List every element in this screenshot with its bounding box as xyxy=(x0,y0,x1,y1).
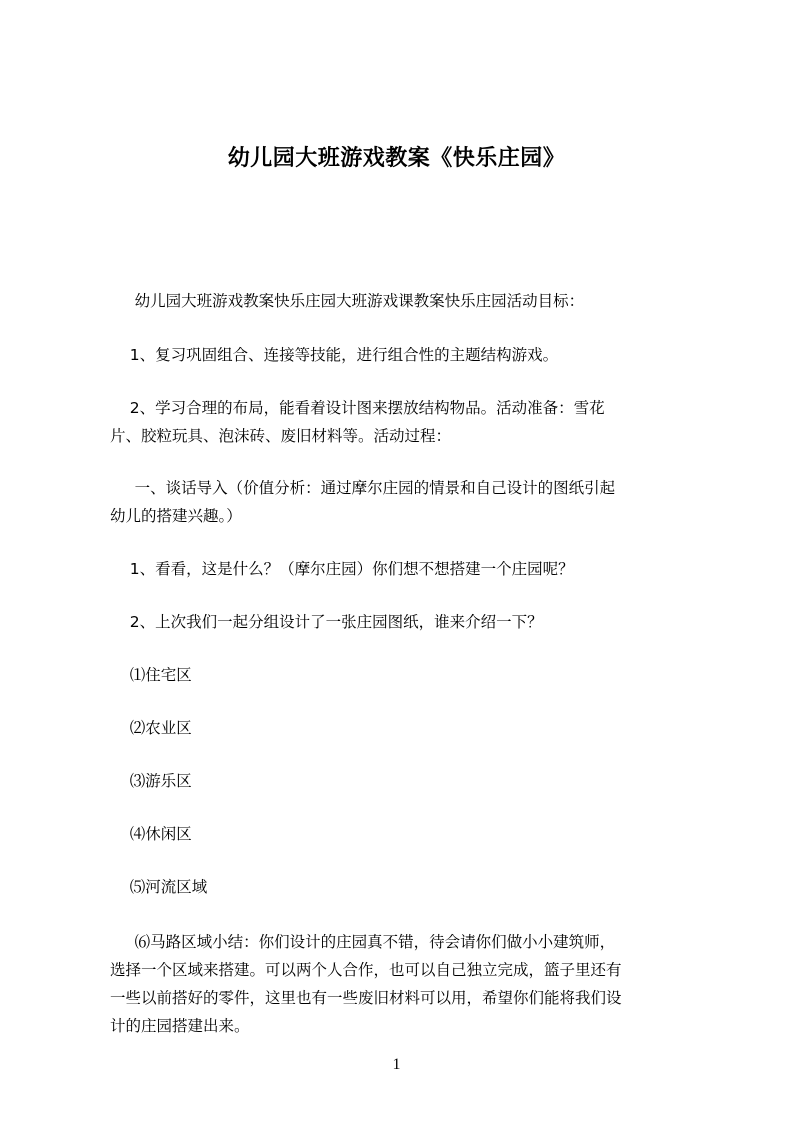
paragraph-step-2: 2、上次我们一起分组设计了一张庄园图纸，谁来介绍一下？ xyxy=(110,613,543,631)
paragraph-section-1: 一、谈话导入（价值分析：通过摩尔庄园的情景和自己设计的图纸引起幼儿的搭建兴趣。） xyxy=(110,479,616,525)
list-item-leisure: ⑷休闲区 xyxy=(110,825,192,843)
list-item-residential: ⑴住宅区 xyxy=(110,666,192,684)
paragraph-step-1: 1、看看，这是什么？（摩尔庄园）你们想不想搭建一个庄园呢？ xyxy=(110,560,574,578)
list-item-amusement: ⑶游乐区 xyxy=(110,772,192,790)
paragraph-intro: 幼儿园大班游戏教案快乐庄园大班游戏课教案快乐庄园活动目标： xyxy=(110,292,585,310)
paragraph-goal-1: 1、复习巩固组合、连接等技能，进行组合性的主题结构游戏。 xyxy=(110,346,559,364)
document-title: 幼儿园大班游戏教案《快乐庄园》 xyxy=(227,146,566,171)
list-item-river: ⑸河流区域 xyxy=(110,878,208,896)
list-item-agriculture: ⑵农业区 xyxy=(110,719,192,737)
paragraph-goal-2: 2、学习合理的布局，能看着设计图来摆放结构物品。活动准备：雪花片、胶粒玩具、泡沫砖、废旧材料等。活动过程： xyxy=(110,399,605,445)
page-number: 1 xyxy=(392,1056,401,1073)
paragraph-summary: ⑹马路区域小结：你们设计的庄园真不错，待会请你们做小小建筑师，选择一个区域来搭建。可以两个人合作，也可以自己独立完成，篮子里还有一些以前搭好的零件，这里也有一些废旧材料可以用，希望你们能将我们设计的庄园搭建出来。 xyxy=(110,933,622,1035)
